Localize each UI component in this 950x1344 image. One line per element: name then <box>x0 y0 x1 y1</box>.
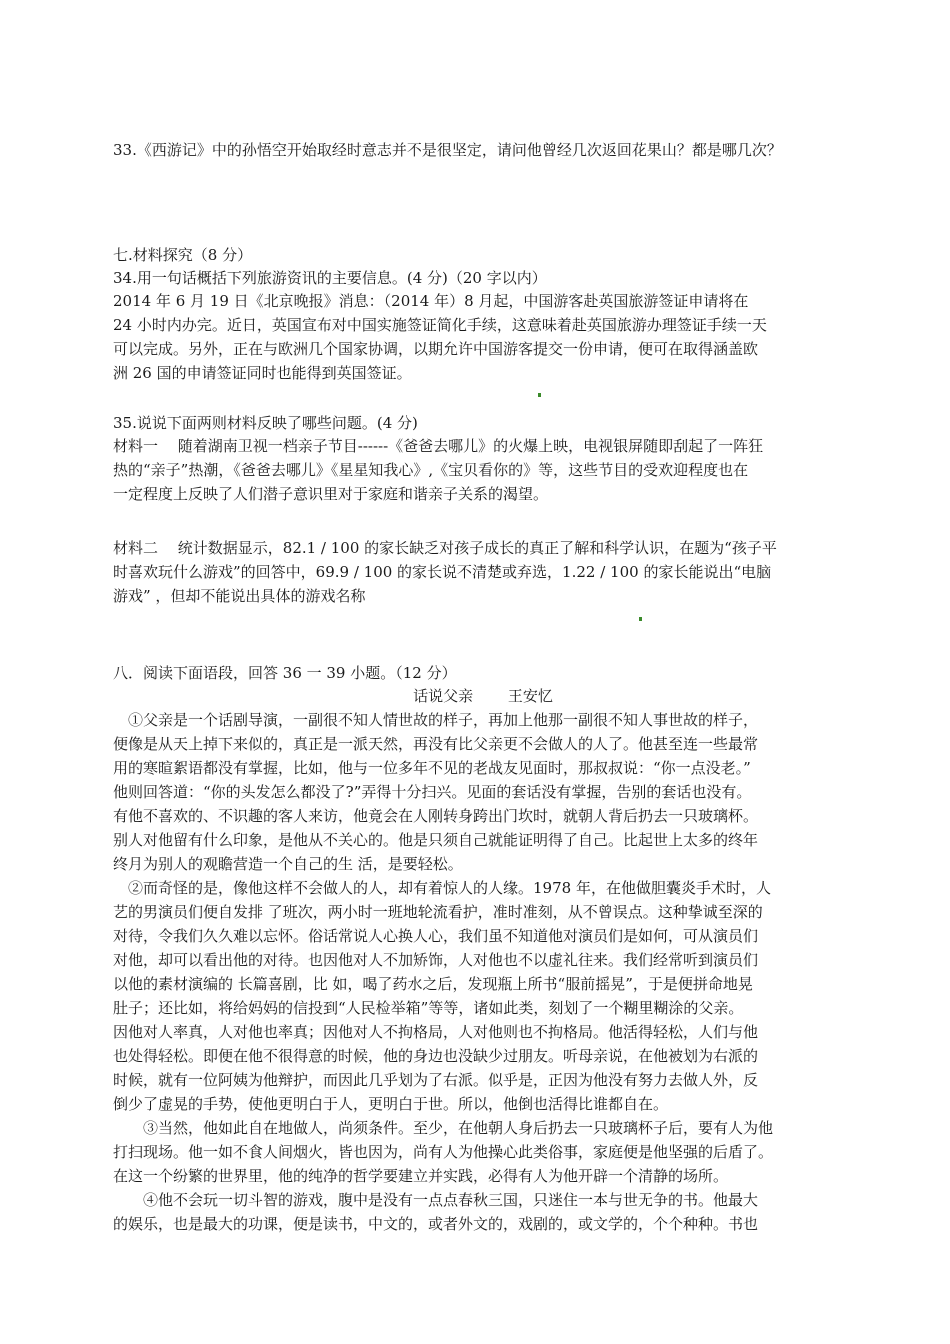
article-line: ③当然，他如此自在地做人，尚须条件。至少，在他朝人身后扔去一只玻璃杯子后，要有人为他 <box>113 1119 774 1137</box>
article-line: 终月为别人的观瞻营造一个自己的生 活，是要轻松。 <box>113 855 463 873</box>
q34-text-line: 可以完成。另外，正在与欧洲几个国家协调，以期允许中国游客提交一份申请，便可在取得涵盖欧 <box>113 340 759 358</box>
material-2-line: 材料二 统计数据显示，82.1 / 100 的家长缺乏对孩子成长的真正了解和科学认识，在题为“孩子平 <box>113 539 777 557</box>
material-2-line: 游戏” ，但却不能说出具体的游戏名称 <box>113 587 366 605</box>
article-line: 对他，却可以看出他的对待。也因他对人不加矫饰，人对他也不以虚礼往来。我们经常听到演员们 <box>113 951 759 969</box>
scan-speck <box>639 617 642 621</box>
question-34: 34.用一句话概括下列旅游资讯的主要信息。(4 分)（20 字以内） <box>113 269 547 287</box>
article-line: 以他的素材演编的 长篇喜剧，比 如，喝了药水之后，发现瓶上所书“服前摇晃”，于是便拼命地晃 <box>113 975 753 993</box>
q34-text-line: 洲 26 国的申请签证同时也能得到英国签证。 <box>113 364 412 382</box>
section-8-heading: 八．阅读下面语段，回答 36 一 39 小题。（12 分） <box>113 664 457 682</box>
material-1-line: 热的“亲子”热潮，《爸爸去哪儿》《星星知我心》,《宝贝看你的》等，这些节目的受欢迎程度也在 <box>113 461 749 479</box>
article-line: 因他对人率真，人对他也率真；因他对人不拘格局，人对他则也不拘格局。他活得轻松，人们与他 <box>113 1023 759 1041</box>
material-2-line: 时喜欢玩什么游戏”的回答中，69.9 / 100 的家长说不清楚或弃选，1.22 / 100 的家长能说出“电脑 <box>113 563 772 581</box>
article-line: 的娱乐，也是最大的功课，便是读书，中文的，或者外文的，戏剧的，或文学的，个个种种。书也 <box>113 1215 759 1233</box>
material-1-line: 材料一 随着湖南卫视一档亲子节目------《爸爸去哪儿》的火爆上映，电视银屏随即刮起了一阵狂 <box>113 437 764 455</box>
material-1-line: 一定程度上反映了人们潜子意识里对于家庭和谐亲子关系的渴望。 <box>113 485 549 503</box>
section-7-heading: 七.材料探究（8 分） <box>113 246 253 264</box>
article-title: 话说父亲 王安忆 <box>413 687 553 705</box>
q34-text-line: 24 小时内办完。近日，英国宣布对中国实施签证简化手续，这意味着赴英国旅游办理签证手续一天 <box>113 316 767 334</box>
article-line: 别人对他留有什么印象，是他从不关心的。他是只须自己就能证明得了自己。比起世上太多的终年 <box>113 831 759 849</box>
article-line: ①父亲是一个话剧导演，一副很不知人情世故的样子，再加上他那一副很不知人事世故的样子， <box>113 711 759 729</box>
question-33: 33.《西游记》中的孙悟空开始取经时意志并不是很坚定，请问他曾经几次返回花果山？都是哪几次？ <box>113 141 782 159</box>
question-35: 35.说说下面两则材料反映了哪些问题。(4 分) <box>113 414 418 432</box>
article-line: 也处得轻松。即便在他不很得意的时候，他的身边也没缺少过朋友。听母亲说，在他被划为右派的 <box>113 1047 759 1065</box>
article-line: 对待，令我们久久难以忘怀。俗话常说人心换人心，我们虽不知道他对演员们是如何，可从演员们 <box>113 927 759 945</box>
article-line: 艺的男演员们便自发排 了班次，两小时一班地轮流看护，准时准刻，从不曾误点。这种挚诚至深的 <box>113 903 763 921</box>
article-line: 肚子；还比如，将给妈妈的信投到“人民检举箱”等等，诸如此类，刻划了一个糊里糊涂的父亲。 <box>113 999 744 1017</box>
article-line: 打扫现场。他一如不食人间烟火，皆也因为，尚有人为他操心此类俗事，家庭便是他坚强的后盾了。 <box>113 1143 774 1161</box>
article-line: 倒少了虚晃的手势，使他更明白于人，更明白于世。所以，他倒也活得比谁都自在。 <box>113 1095 669 1113</box>
article-line: 时候，就有一位阿姨为他辩护，而因此几乎划为了右派。似乎是，正因为他没有努力去做人外，反 <box>113 1071 759 1089</box>
article-line: 用的寒暄絮语都没有掌握，比如，他与一位多年不见的老战友见面时，那叔叔说：“你一点没老。” <box>113 759 751 777</box>
article-line: ②而奇怪的是，像他这样不会做人的人，却有着惊人的人缘。1978 年，在他做胆囊炎手术时，人 <box>113 879 771 897</box>
q34-text-line: 2014 年 6 月 19 日《北京晚报》消息：（2014 年）8 月起，中国游客赴英国旅游签证申请将在 <box>113 292 749 310</box>
article-line: 他则回答道：“你的头发怎么都没了?”弄得十分扫兴。见面的套话没有掌握，告别的套话也没有。 <box>113 783 752 801</box>
article-line: 有他不喜欢的、不识趣的客人来访，他竟会在人刚转身跨出门坎时，就朝人背后扔去一只玻璃杯。 <box>113 807 759 825</box>
scan-speck <box>538 393 541 397</box>
article-line: 便像是从天上掉下来似的，真正是一派天然，再没有比父亲更不会做人的人了。他甚至连一些最常 <box>113 735 759 753</box>
article-line: ④他不会玩一切斗智的游戏，腹中是没有一点点春秋三国，只迷住一本与世无争的书。他最大 <box>113 1191 759 1209</box>
article-line: 在这一个纷繁的世界里，他的纯净的哲学要建立并实践，必得有人为他开辟一个清静的场所。 <box>113 1167 729 1185</box>
